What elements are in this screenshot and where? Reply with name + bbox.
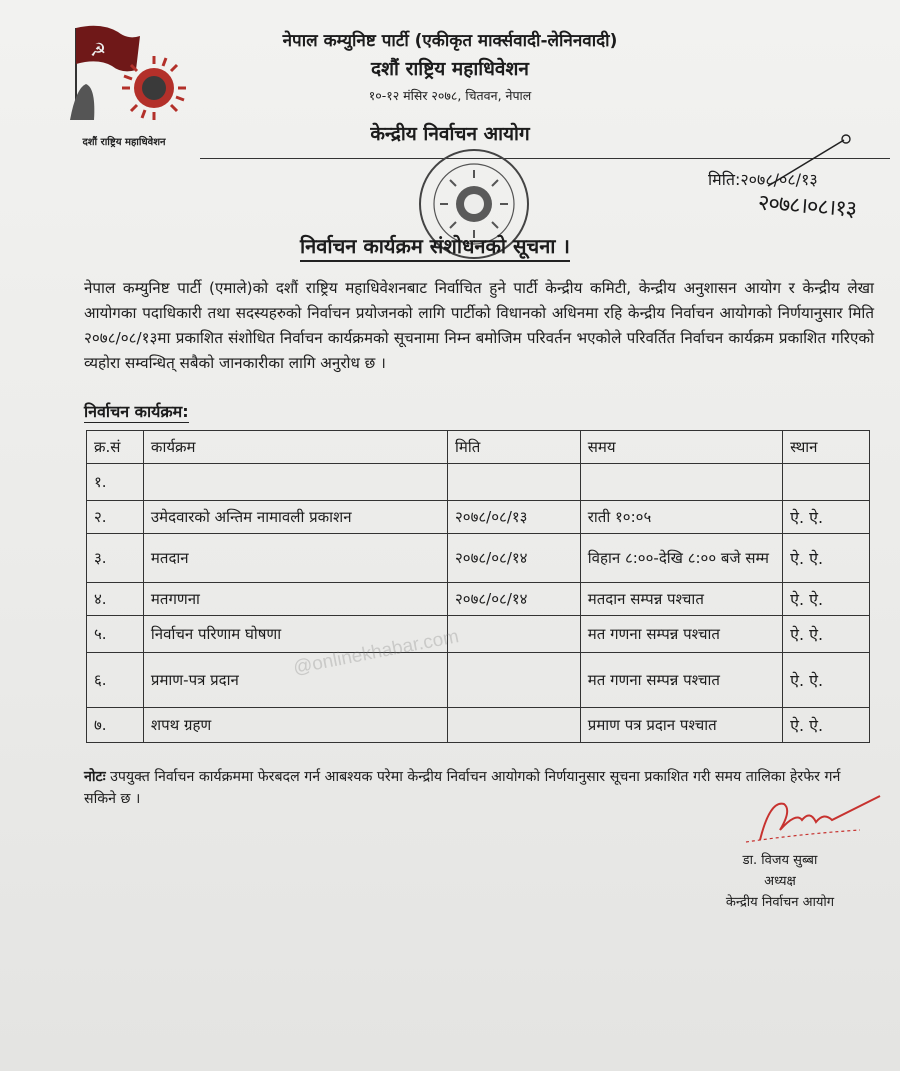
cell-sn: ७. bbox=[87, 708, 144, 743]
signature-icon bbox=[740, 790, 890, 850]
table-row bbox=[87, 534, 870, 583]
cell-sn: १. bbox=[87, 464, 144, 501]
cell-program: मतदान bbox=[143, 534, 447, 583]
commission-name: केन्द्रीय निर्वाचन आयोग bbox=[370, 123, 530, 145]
cell-program: निर्वाचन परिणाम घोषणा bbox=[143, 616, 447, 653]
cell-place: ऐ. ऐ. bbox=[783, 616, 870, 653]
table-row bbox=[87, 464, 870, 501]
notice-body: नेपाल कम्युनिष्ट पार्टी (एमाले)को दशौं राष्ट्रिय महाधिवेशनबाट निर्वाचित हुने पार्टी केन्द्रीय कमिटी, केन्द्रीय अनुशासन आयोग र केन्द्रीय लेखा आयोगका पदाधिकारी तथा सदस्यहरुको निर्वाचन प्रयोजनको लागि पार्टीको विधानको अधिनमा रहि केन्द्रीय निर्वाचन आयोगको निर्णयानुसार मिति २०७८/०८/१३मा प्रकाशित संशोधित निर्वाचन कार्यक्रमको सूचनामा निम्न बमोजिम परिवर्तन भएकोले परिवर्तित निर्वाचन कार्यक्रम प्रकाशित गरिएको व्यहोरा सम्वन्धित् सबैको जानकारीका लागि अनुरोध छ । bbox=[84, 279, 874, 372]
cell-program bbox=[143, 464, 447, 501]
event-name: दशौं राष्ट्रिय महाधिवेशन bbox=[371, 58, 529, 80]
cell-time: मत गणना सम्पन्न पश्चात bbox=[580, 653, 782, 708]
cell-time: प्रमाण पत्र प्रदान पश्चात bbox=[580, 708, 782, 743]
table-row bbox=[87, 501, 870, 534]
cell-time: विहान ८:००-देखि ८:०० बजे सम्म bbox=[580, 534, 782, 583]
table-row bbox=[87, 583, 870, 616]
notice-title: निर्वाचन कार्यक्रम संशोधनको सूचना । bbox=[300, 232, 570, 262]
cell-date: २०७८/०८/१४ bbox=[447, 583, 580, 616]
table-row bbox=[87, 708, 870, 743]
cell-place bbox=[783, 464, 870, 501]
letterhead bbox=[200, 28, 700, 146]
cell-date bbox=[447, 653, 580, 708]
table-row bbox=[87, 653, 870, 708]
column-header: कार्यक्रम bbox=[143, 431, 447, 464]
signatory-block bbox=[700, 850, 860, 913]
cell-program: उमेदवारको अन्तिम नामावली प्रकाशन bbox=[143, 501, 447, 534]
schedule-heading: निर्वाचन कार्यक्रम: bbox=[84, 402, 189, 421]
flag-sun-emblem-icon bbox=[56, 18, 192, 134]
cell-date bbox=[447, 708, 580, 743]
cell-time bbox=[580, 464, 782, 501]
table-row bbox=[87, 616, 870, 653]
event-date-place: १०-१२ मंसिर २०७८, चितवन, नेपाल bbox=[368, 88, 532, 103]
handwritten-date: २०७८।०८।१३ bbox=[757, 190, 857, 223]
note-text: उपयुक्त निर्वाचन कार्यक्रममा फेरबदल गर्न आबश्यक परेमा केन्द्रीय निर्वाचन आयोगको निर्णयानुसार सूचना प्रकाशित गरी समय तालिका हेरफेर गर्न सकिने छ । bbox=[84, 769, 841, 807]
signatory-name: डा. विजय सुब्बा bbox=[742, 853, 818, 868]
printed-date: मिति:२०७८/०८/१३ bbox=[708, 170, 818, 189]
logo-caption: दशौं राष्ट्रिय महाधिवेशन bbox=[82, 137, 166, 148]
cell-sn: ३. bbox=[87, 534, 144, 583]
column-header: स्थान bbox=[783, 431, 870, 464]
watermark: @onlinekhabar.com bbox=[291, 626, 461, 679]
cell-sn: ४. bbox=[87, 583, 144, 616]
table-header-row bbox=[87, 431, 870, 464]
column-header: समय bbox=[580, 431, 782, 464]
election-schedule-table bbox=[86, 430, 870, 743]
cell-date bbox=[447, 464, 580, 501]
cell-time: मतदान सम्पन्न पश्चात bbox=[580, 583, 782, 616]
cell-program: शपथ ग्रहण bbox=[143, 708, 447, 743]
cell-program: प्रमाण-पत्र प्रदान bbox=[143, 653, 447, 708]
cell-place: ऐ. ऐ. bbox=[783, 708, 870, 743]
signatory-office: केन्द्रीय निर्वाचन आयोग bbox=[725, 895, 835, 910]
cell-time: राती १०:०५ bbox=[580, 501, 782, 534]
cell-sn: ५. bbox=[87, 616, 144, 653]
column-header: क्र.सं bbox=[87, 431, 144, 464]
signatory-title: अध्यक्ष bbox=[764, 874, 796, 889]
cell-sn: ६. bbox=[87, 653, 144, 708]
organization-name: नेपाल कम्युनिष्ट पार्टी (एकीकृत मार्क्सवादी-लेनिनवादी) bbox=[282, 31, 618, 51]
cell-date bbox=[447, 616, 580, 653]
note-label: नोटः bbox=[84, 769, 106, 785]
cell-place: ऐ. ऐ. bbox=[783, 583, 870, 616]
party-logo bbox=[56, 18, 192, 158]
cell-sn: २. bbox=[87, 501, 144, 534]
column-header: मिति bbox=[447, 431, 580, 464]
cell-place: ऐ. ऐ. bbox=[783, 501, 870, 534]
cell-date: २०७८/०८/१३ bbox=[447, 501, 580, 534]
svg-text:☭: ☭ bbox=[90, 40, 107, 61]
cell-place: ऐ. ऐ. bbox=[783, 534, 870, 583]
cell-date: २०७८/०८/१४ bbox=[447, 534, 580, 583]
cell-program: मतगणना bbox=[143, 583, 447, 616]
cell-place: ऐ. ऐ. bbox=[783, 653, 870, 708]
cell-time: मत गणना सम्पन्न पश्चात bbox=[580, 616, 782, 653]
